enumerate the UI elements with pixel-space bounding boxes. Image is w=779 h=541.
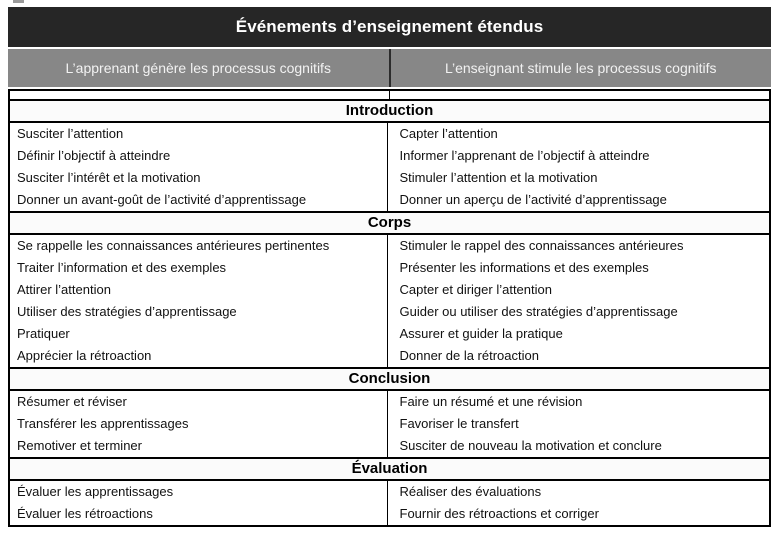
section-header: Corps	[10, 211, 769, 235]
teacher-cell: Fournir des rétroactions et corriger	[399, 506, 599, 521]
table-section	[10, 457, 769, 525]
table-title: Événements d’enseignement étendus	[8, 7, 771, 47]
empty-cell-right	[390, 91, 769, 99]
table-row	[10, 435, 769, 457]
teacher-cell: Stimuler l’attention et la motivation	[399, 170, 598, 185]
learner-cell: Évaluer les rétroactions	[10, 503, 388, 525]
events-table	[8, 7, 771, 527]
learner-cell: Remotiver et terminer	[10, 435, 388, 457]
empty-cell-left	[10, 91, 390, 99]
section-rows	[10, 391, 769, 457]
teacher-cell: Capter et diriger l’attention	[399, 282, 552, 297]
teacher-cell: Stimuler le rappel des connaissances antérieures	[399, 238, 684, 253]
table-row	[10, 189, 769, 211]
teacher-cell: Favoriser le transfert	[399, 416, 519, 431]
table-row	[10, 345, 769, 367]
column-header-teacher: L’enseignant stimule les processus cognitifs	[391, 49, 772, 87]
teacher-cell: Donner un aperçu de l’activité d’apprentissage	[399, 192, 667, 207]
table-section	[10, 211, 769, 367]
teacher-cell: Donner de la rétroaction	[399, 348, 539, 363]
teacher-cell: Faire un résumé et une révision	[399, 394, 583, 409]
table-row	[10, 301, 769, 323]
teacher-cell: Guider ou utiliser des stratégies d’apprentissage	[399, 304, 678, 319]
learner-cell: Susciter l’attention	[10, 123, 388, 145]
teacher-cell: Susciter de nouveau la motivation et conclure	[399, 438, 662, 453]
table-body	[8, 89, 771, 527]
cropped-ui-fragment	[13, 0, 24, 3]
teacher-cell: Présenter les informations et des exemples	[399, 260, 649, 275]
learner-cell: Définir l’objectif à atteindre	[10, 145, 388, 167]
section-header: Introduction	[10, 99, 769, 123]
column-header-row	[8, 49, 771, 87]
table-row	[10, 323, 769, 345]
teacher-cell: Réaliser des évaluations	[399, 484, 542, 499]
learner-cell: Se rappelle les connaissances antérieures pertinentes	[10, 235, 388, 257]
section-rows	[10, 123, 769, 211]
table-row	[10, 481, 769, 503]
column-header-learner: L’apprenant génère les processus cognitifs	[8, 49, 391, 87]
table-body-sections	[10, 99, 769, 525]
table-row	[10, 257, 769, 279]
table-row	[10, 279, 769, 301]
learner-cell: Apprécier la rétroaction	[10, 345, 388, 367]
section-header: Évaluation	[10, 457, 769, 481]
table-row	[10, 145, 769, 167]
empty-row	[10, 91, 769, 99]
teacher-cell: Capter l’attention	[399, 126, 498, 141]
teacher-cell: Assurer et guider la pratique	[399, 326, 563, 341]
learner-cell: Évaluer les apprentissages	[10, 481, 388, 503]
learner-cell: Utiliser des stratégies d’apprentissage	[10, 301, 388, 323]
table-row	[10, 235, 769, 257]
learner-cell: Attirer l’attention	[10, 279, 388, 301]
learner-cell: Pratiquer	[10, 323, 388, 345]
teacher-cell: Informer l’apprenant de l’objectif à atteindre	[399, 148, 650, 163]
learner-cell: Traiter l’information et des exemples	[10, 257, 388, 279]
table-section	[10, 367, 769, 457]
table-row	[10, 413, 769, 435]
learner-cell: Résumer et réviser	[10, 391, 388, 413]
section-rows	[10, 481, 769, 525]
table-row	[10, 123, 769, 145]
table-row	[10, 167, 769, 189]
learner-cell: Susciter l’intérêt et la motivation	[10, 167, 388, 189]
table-row	[10, 503, 769, 525]
learner-cell: Transférer les apprentissages	[10, 413, 388, 435]
section-header: Conclusion	[10, 367, 769, 391]
learner-cell: Donner un avant-goût de l’activité d’apprentissage	[10, 189, 388, 211]
table-row	[10, 391, 769, 413]
section-rows	[10, 235, 769, 367]
table-section	[10, 99, 769, 211]
